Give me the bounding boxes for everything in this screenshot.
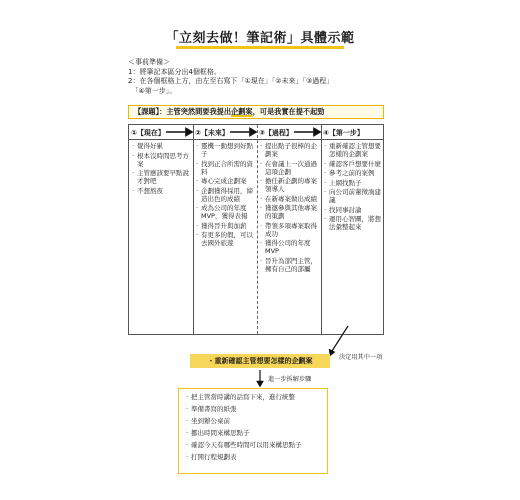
list-item: · 找同事討論 bbox=[324, 206, 381, 214]
list-item: · 坐到辦公桌前 bbox=[186, 417, 327, 425]
action-steps-box bbox=[178, 388, 328, 474]
list-item: · 不想熬夜 bbox=[132, 187, 191, 195]
list-item: · 提出點子很棒的企劃案 bbox=[260, 142, 319, 158]
list-item: · 把主管當時講的話寫下來，進行統整 bbox=[186, 393, 327, 401]
task-rest: ，可是我實在提不起勁 bbox=[252, 107, 325, 116]
preparation-line-2: 2：在各個框格上方，由左至右寫下「①現在」「②未來」「③過程」 bbox=[128, 77, 334, 85]
list-item: · 根本沒時間思考方案 bbox=[132, 152, 191, 168]
list-item: · 在會議上一次通過這項企劃 bbox=[260, 160, 319, 176]
list-item: · 確認客戶想要什麼 bbox=[324, 160, 381, 168]
task-label: 【課題】：主管突然間要我提出 bbox=[134, 107, 232, 116]
list-item: · 獲得公司的年度MVP bbox=[260, 239, 319, 255]
list-item: · 上網找點子 bbox=[324, 179, 381, 187]
page-title: 「立刻去做！筆記術」具體示範 bbox=[165, 31, 355, 46]
list-item: · 運用心智圖，將想法彙整起來 bbox=[324, 215, 381, 231]
column-future-heading: ②【未來】 bbox=[195, 129, 229, 137]
decision-highlight: ・重新確認主管想要怎樣的企劃案 bbox=[190, 354, 330, 368]
list-item: · 在新專案做出成績 bbox=[260, 195, 319, 203]
list-item: · 找到正合所需的資料 bbox=[196, 160, 255, 176]
list-item: · 向公司前輩徵詢建議 bbox=[324, 188, 381, 204]
list-item: · 準備書寫的紙張 bbox=[186, 405, 327, 413]
list-item: · 晉升為部門主管，擁有自己的部屬 bbox=[260, 257, 319, 273]
list-item: · 主管應該要早點說才對吧 bbox=[132, 169, 191, 185]
breakdown-note: 進一步拆解步驟 bbox=[268, 376, 312, 383]
list-item: · 獲得晉升與加薪 bbox=[196, 222, 255, 230]
column-now-heading: ①【現在】 bbox=[131, 129, 165, 137]
list-item: · 覺得好累 bbox=[132, 142, 191, 150]
list-item: · 擔任新企劃的專案領導人 bbox=[260, 177, 319, 193]
list-item: · 獲邀參與其他專案的策劃 bbox=[260, 204, 319, 220]
list-item: · 成為公司的年度MVP，獲得表揚 bbox=[196, 204, 255, 220]
list-item: · 帶領多項專案取得成功 bbox=[260, 222, 319, 238]
preparation-heading: ＜事前準備＞ bbox=[128, 58, 170, 66]
list-item: · 有更多的假，可以去國外旅遊 bbox=[196, 231, 255, 247]
column-process-heading: ③【過程】 bbox=[259, 129, 293, 137]
list-item: · 專心完成企劃案 bbox=[196, 177, 255, 185]
list-item: · 企劃獲得採用，締造出色的成績 bbox=[196, 187, 255, 203]
preparation-line-1: 1：將筆記本區分出4個框格。 bbox=[128, 67, 221, 76]
list-item: · 靈機一動想到好點子 bbox=[196, 142, 255, 158]
list-item: · 參考之前的案例 bbox=[324, 169, 381, 177]
column-first-step-heading: ④【第一步】 bbox=[323, 129, 364, 137]
decision-note: 決定用其中一項 bbox=[339, 354, 383, 361]
list-item: · 打開行程規劃表 bbox=[186, 453, 327, 461]
action-steps-list bbox=[179, 389, 327, 461]
task-highlight: 企劃案 bbox=[231, 107, 253, 116]
list-item: · 重新確認主管想要怎樣的企劃案 bbox=[324, 142, 381, 158]
preparation-line-3: 「④第一步」。 bbox=[128, 86, 177, 95]
list-item: · 挪出時間來構思點子 bbox=[186, 429, 327, 437]
list-item: · 確認今天有哪些時間可以用來構思點子 bbox=[186, 441, 327, 449]
